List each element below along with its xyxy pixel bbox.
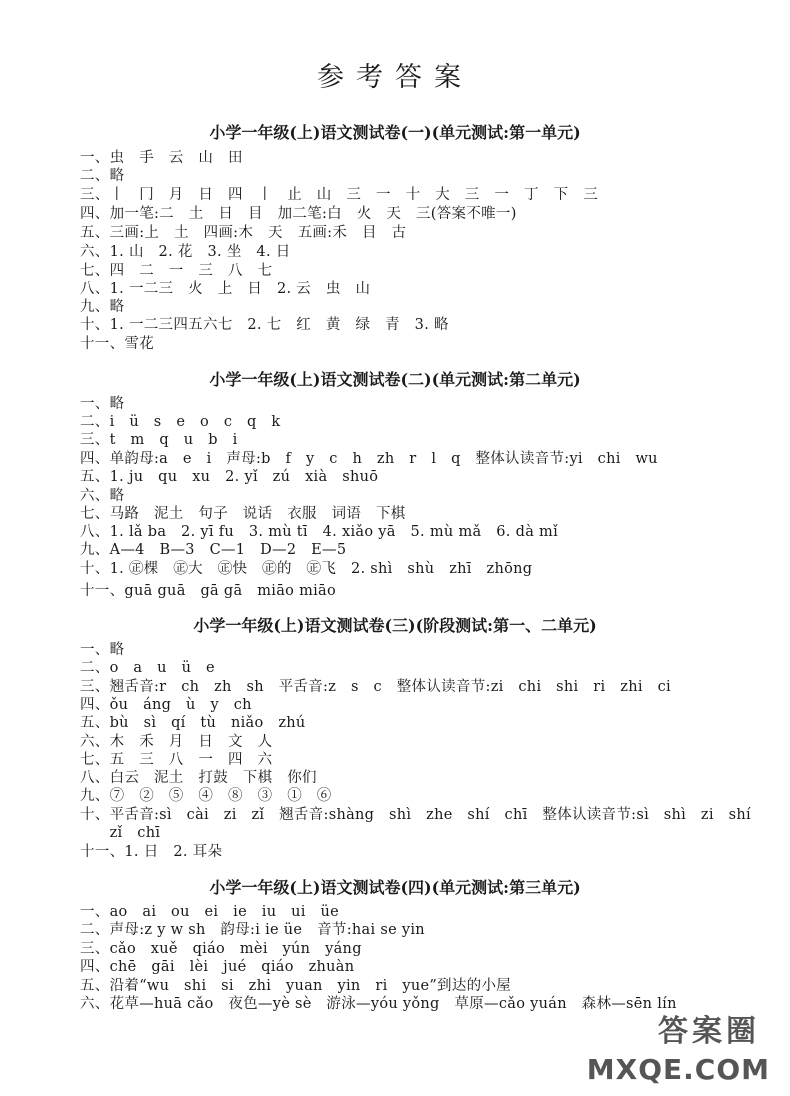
section-1-heading: 小学一年级(上)语文测试卷(一)(单元测试:第一单元)	[209, 123, 581, 142]
answer-line: 七、马路 泥土 句子 说话 衣服 词语 下棋	[80, 506, 406, 522]
answer-line: 七、四 二 一 三 八 七	[80, 263, 273, 279]
page-title: 参考答案	[317, 62, 473, 93]
answer-line: 三、t m q u b i	[80, 432, 238, 448]
answer-line: 二、i ü s e o c q k	[80, 414, 281, 430]
answer-line: 二、o a u ü e	[80, 660, 215, 676]
answer-line: 四、chē gāi lèi jué qiáo zhuàn	[80, 959, 355, 975]
answer-line: 一、略	[80, 642, 125, 658]
answer-line: 五、bù sì qí tù niǎo zhú	[80, 715, 306, 731]
section-4-heading: 小学一年级(上)语文测试卷(四)(单元测试:第三单元)	[209, 878, 581, 897]
answer-line: 一、略	[80, 396, 125, 412]
answer-line: 三、cǎo xuě qiáo mèi yún yáng	[80, 941, 362, 957]
answer-line: 五、沿着“wu shi si zhi yuan yin ri yue”到达的小屋	[80, 978, 512, 994]
answer-line: 六、1. 山 2. 花 3. 坐 4. 日	[80, 244, 291, 260]
answer-line: 九、A—4 B—3 C—1 D—2 E—5	[80, 542, 347, 558]
answer-line: 十一、1. 日 2. 耳朵	[80, 844, 223, 860]
answer-line: 九、略	[80, 299, 125, 315]
answer-line: 十一、guā guā gā gā miāo miāo	[80, 583, 337, 599]
answer-line: 三、丨 冂 月 日 四 丨 止 山 三 一 十 大 三 一 丁 下 三	[80, 187, 598, 203]
answer-line: 八、1. lǎ ba 2. yī fu 3. mù tī 4. xiǎo yā 5. mù mǎ 6. dà mǐ	[80, 524, 559, 540]
answer-line: 十一、雪花	[80, 336, 154, 352]
answer-line: 一、ao ai ou ei ie iu ui üe	[80, 904, 340, 920]
answer-line: 二、略	[80, 168, 125, 184]
watermark-logo-text: 答案圈	[658, 1014, 760, 1049]
answer-line: 八、1. 一二三 火 上 日 2. 云 虫 山	[80, 281, 371, 297]
answer-line: 四、ǒu áng ù y ch	[80, 697, 252, 713]
answer-line: 二、声母:z y w sh 韵母:i ie üe 音节:hai se yin	[80, 922, 425, 938]
answer-line: 九、⑦ ② ⑤ ④ ⑧ ③ ① ⑥	[80, 788, 332, 804]
section-3-heading: 小学一年级(上)语文测试卷(三)(阶段测试:第一、二单元)	[193, 616, 597, 635]
answer-line: 六、花草—huā cǎo 夜色—yè sè 游泳—yóu yǒng 草原—cǎo yuán 森林—sēn lín	[80, 996, 677, 1012]
watermark-url: MXQE.COM	[586, 1053, 770, 1086]
answer-line: 四、加一笔:二 土 日 目 加二笔:白 火 天 三(答案不唯一)	[80, 206, 517, 222]
answer-line: 三、翘舌音:r ch zh sh 平舌音:z s c 整体认读音节:zi chi shi ri zhi ci	[80, 679, 671, 695]
answer-line: 六、略	[80, 488, 125, 504]
answer-line: 七、五 三 八 一 四 六	[80, 752, 273, 768]
answer-line: 十、平舌音:sì cài zi zǐ 翘舌音:shàng shì zhe shí chī 整体认读音节:sì shì zi shí	[80, 807, 751, 823]
answer-line: 六、木 禾 月 日 文 人	[80, 734, 273, 750]
answer-line: 一、虫 手 云 山 田	[80, 150, 243, 166]
answer-line: 十、1. 一二三四五六七 2. 七 红 黄 绿 青 3. 略	[80, 317, 449, 333]
answer-line: 八、白云 泥土 打鼓 下棋 你们	[80, 770, 317, 786]
answer-line: 五、1. ju qu xu 2. yǐ zú xià shuō	[80, 469, 379, 485]
answer-line: 四、单韵母:a e i 声母:b f y c h zh r l q 整体认读音节:yi chi wu	[80, 451, 658, 467]
answer-line: 五、三画:上 土 四画:木 天 五画:禾 目 古	[80, 225, 407, 241]
section-2-heading: 小学一年级(上)语文测试卷(二)(单元测试:第二单元)	[209, 370, 581, 389]
answer-line: zǐ chī	[80, 825, 161, 841]
answer-line: 十、1. ㊣棵 ㊣大 ㊣快 ㊣的 ㊣飞 2. shì shù zhī zhōng	[80, 561, 533, 577]
